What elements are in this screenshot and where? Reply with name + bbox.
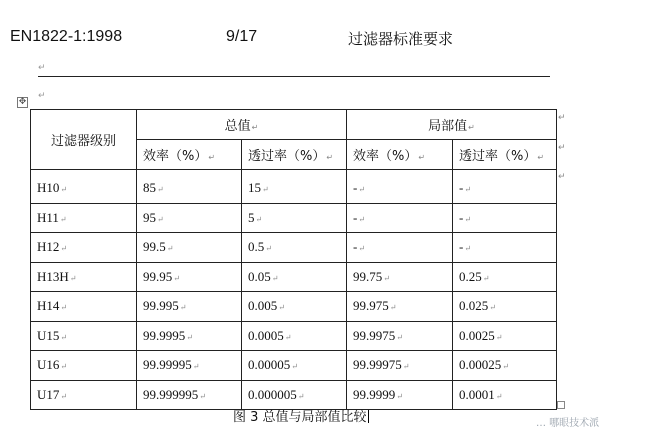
cell-text: 0.05 xyxy=(248,268,271,284)
cell-text: 局部值 xyxy=(428,119,468,134)
cell-text: 85 xyxy=(143,180,156,196)
value-cell xyxy=(137,233,242,263)
row-end-mark-icon: ↵ xyxy=(558,172,566,182)
subheader-cell xyxy=(242,140,347,170)
cell-text: 0.025 xyxy=(459,298,489,314)
subheader-cell xyxy=(347,140,453,170)
value-cell xyxy=(347,203,453,233)
table-move-handle-icon[interactable]: ✥ xyxy=(18,97,27,107)
subheader-cell xyxy=(453,140,557,170)
value-cell xyxy=(242,170,347,204)
cell-text: - xyxy=(353,180,358,196)
cell-end-mark-icon: ↵ xyxy=(262,185,269,195)
cell-text: 99.5 xyxy=(143,239,166,255)
cell-end-mark-icon: ↵ xyxy=(60,391,68,401)
cell-text: 99.99975 xyxy=(353,357,402,373)
cell-text: 0.005 xyxy=(248,298,278,314)
cell-end-mark-icon: ↵ xyxy=(251,123,259,132)
table-row xyxy=(31,292,557,322)
cell-end-mark-icon: ↵ xyxy=(495,391,503,401)
cell-end-mark-icon: ↵ xyxy=(271,273,279,283)
cell-end-mark-icon: ↵ xyxy=(495,332,503,342)
group-header-total xyxy=(137,110,347,140)
table-row xyxy=(31,321,557,351)
row-end-mark-icon: ↵ xyxy=(558,113,566,123)
value-cell xyxy=(242,262,347,292)
cell-end-mark-icon: ↵ xyxy=(291,362,298,372)
cell-text: U17 xyxy=(37,386,60,402)
value-cell xyxy=(137,203,242,233)
row-end-mark-icon: ↵ xyxy=(558,143,566,153)
cell-text: 效率（%） xyxy=(353,149,418,164)
header-page-number: 9/17 xyxy=(226,28,258,45)
filter-class-cell xyxy=(31,292,137,322)
value-cell xyxy=(242,321,347,351)
filter-class-cell xyxy=(31,262,137,292)
value-cell xyxy=(453,351,557,381)
cell-end-mark-icon: ↵ xyxy=(186,332,193,342)
cell-text: H12 xyxy=(37,239,60,255)
value-cell xyxy=(453,380,557,410)
table-resize-handle-icon[interactable] xyxy=(557,401,565,409)
cell-text: - xyxy=(353,239,358,255)
value-cell xyxy=(453,321,557,351)
table-header-row xyxy=(31,110,557,140)
cell-end-mark-icon: ↵ xyxy=(60,244,68,254)
filter-class-cell xyxy=(31,170,137,204)
table-row xyxy=(31,351,557,381)
cell-end-mark-icon: ↵ xyxy=(297,391,305,401)
cell-end-mark-icon: ↵ xyxy=(464,185,472,195)
cell-text: H11 xyxy=(37,209,59,225)
cell-end-mark-icon: ↵ xyxy=(502,362,509,372)
cell-end-mark-icon: ↵ xyxy=(69,273,77,283)
cell-end-mark-icon: ↵ xyxy=(358,214,366,224)
paragraph-mark-icon: ↵ xyxy=(38,63,46,73)
header-rule xyxy=(38,76,550,77)
class-header-cell xyxy=(31,110,137,170)
cell-end-mark-icon: ↵ xyxy=(464,244,472,254)
cell-end-mark-icon: ↵ xyxy=(389,303,397,313)
cell-text: 透过率（%） xyxy=(459,149,537,164)
filter-class-cell xyxy=(31,351,137,381)
cell-text: 99.9975 xyxy=(353,327,396,343)
cell-text: 99.995 xyxy=(143,298,179,314)
cell-end-mark-icon: ↵ xyxy=(396,332,403,342)
figure-caption: 图 3 总值与局部值比较 xyxy=(233,410,367,425)
cell-text: 效率（%） xyxy=(143,149,208,164)
header-standard: EN1822-1:1998 xyxy=(10,28,123,45)
cell-text: 99.95 xyxy=(143,268,173,284)
cell-end-mark-icon: ↵ xyxy=(358,185,366,195)
cell-end-mark-icon: ↵ xyxy=(402,362,410,372)
value-cell xyxy=(453,292,557,322)
value-cell xyxy=(347,170,453,204)
value-cell xyxy=(347,321,453,351)
cell-end-mark-icon: ↵ xyxy=(255,214,263,224)
cell-text: 99.975 xyxy=(353,298,389,314)
cell-text: 0.0005 xyxy=(248,327,284,343)
cell-end-mark-icon: ↵ xyxy=(358,244,366,254)
cell-end-mark-icon: ↵ xyxy=(265,244,272,254)
cell-end-mark-icon: ↵ xyxy=(278,303,285,313)
value-cell xyxy=(347,351,453,381)
cell-end-mark-icon: ↵ xyxy=(179,303,187,313)
cell-end-mark-icon: ↵ xyxy=(326,153,334,162)
cell-text: 15 xyxy=(248,180,261,196)
cell-end-mark-icon: ↵ xyxy=(157,185,164,195)
value-cell xyxy=(347,262,453,292)
cell-text: 99.99995 xyxy=(143,357,192,373)
cell-text: U15 xyxy=(37,327,60,343)
cell-end-mark-icon: ↵ xyxy=(60,362,68,372)
group-header-local xyxy=(347,110,557,140)
watermark: … 哪眼技术派 xyxy=(536,418,600,429)
filter-class-cell xyxy=(31,321,137,351)
filter-class-cell xyxy=(31,203,137,233)
cell-end-mark-icon: ↵ xyxy=(173,273,180,283)
value-cell xyxy=(137,321,242,351)
value-cell xyxy=(137,170,242,204)
filter-class-cell xyxy=(31,233,137,263)
cell-end-mark-icon: ↵ xyxy=(192,362,200,372)
cell-text: 总值 xyxy=(224,119,251,134)
value-cell xyxy=(242,351,347,381)
value-cell xyxy=(453,203,557,233)
cell-text: 99.999995 xyxy=(143,386,199,402)
cell-end-mark-icon: ↵ xyxy=(489,303,496,313)
table-row xyxy=(31,170,557,204)
value-cell xyxy=(453,233,557,263)
cell-text: 0.00025 xyxy=(459,357,502,373)
table-row xyxy=(31,262,557,292)
cell-text: 0.000005 xyxy=(248,386,297,402)
cell-end-mark-icon: ↵ xyxy=(284,332,292,342)
text-cursor xyxy=(368,410,369,423)
filter-class-cell xyxy=(31,380,137,410)
cell-text: - xyxy=(459,209,464,225)
cell-end-mark-icon: ↵ xyxy=(208,153,216,162)
value-cell xyxy=(137,351,242,381)
cell-text: H10 xyxy=(37,180,60,196)
header-title: 过滤器标准要求 xyxy=(348,30,454,48)
cell-text: 0.00005 xyxy=(248,357,291,373)
cell-text: - xyxy=(459,180,464,196)
cell-text: 99.9999 xyxy=(353,386,396,402)
value-cell xyxy=(242,203,347,233)
cell-text: 0.0025 xyxy=(459,327,495,343)
cell-end-mark-icon: ↵ xyxy=(157,214,164,224)
cell-end-mark-icon: ↵ xyxy=(537,153,545,162)
cell-end-mark-icon: ↵ xyxy=(383,273,390,283)
cell-text: 过滤器级别 xyxy=(50,134,116,149)
value-cell xyxy=(242,233,347,263)
cell-text: - xyxy=(353,209,358,225)
value-cell xyxy=(242,292,347,322)
cell-text: H14 xyxy=(37,298,60,314)
paragraph-mark-icon: ↵ xyxy=(38,91,46,101)
value-cell xyxy=(137,262,242,292)
value-cell xyxy=(137,380,242,410)
subheader-cell xyxy=(137,140,242,170)
cell-end-mark-icon: ↵ xyxy=(468,123,475,132)
cell-text: 5 xyxy=(248,209,255,225)
cell-text: 透过率（%） xyxy=(248,149,326,164)
cell-text: 95 xyxy=(143,209,156,225)
cell-text: H13H xyxy=(37,268,69,284)
cell-end-mark-icon: ↵ xyxy=(396,391,403,401)
value-cell xyxy=(137,292,242,322)
cell-end-mark-icon: ↵ xyxy=(418,153,426,162)
cell-end-mark-icon: ↵ xyxy=(464,214,472,224)
filter-class-table xyxy=(30,109,557,410)
value-cell xyxy=(453,262,557,292)
cell-end-mark-icon: ↵ xyxy=(60,332,68,342)
cell-text: 0.25 xyxy=(459,268,482,284)
cell-end-mark-icon: ↵ xyxy=(60,185,68,195)
cell-text: - xyxy=(459,239,464,255)
cell-end-mark-icon: ↵ xyxy=(482,273,490,283)
cell-text: 99.9995 xyxy=(143,327,186,343)
cell-end-mark-icon: ↵ xyxy=(166,244,174,254)
cell-text: 0.5 xyxy=(248,239,265,255)
value-cell xyxy=(347,233,453,263)
cell-end-mark-icon: ↵ xyxy=(59,214,67,224)
cell-text: 0.0001 xyxy=(459,386,495,402)
cell-end-mark-icon: ↵ xyxy=(199,391,206,401)
value-cell xyxy=(347,292,453,322)
cell-text: 99.75 xyxy=(353,268,383,284)
cell-text: U16 xyxy=(37,357,60,373)
value-cell xyxy=(453,170,557,204)
cell-end-mark-icon: ↵ xyxy=(60,303,68,313)
table-row xyxy=(31,233,557,263)
table-row xyxy=(31,203,557,233)
